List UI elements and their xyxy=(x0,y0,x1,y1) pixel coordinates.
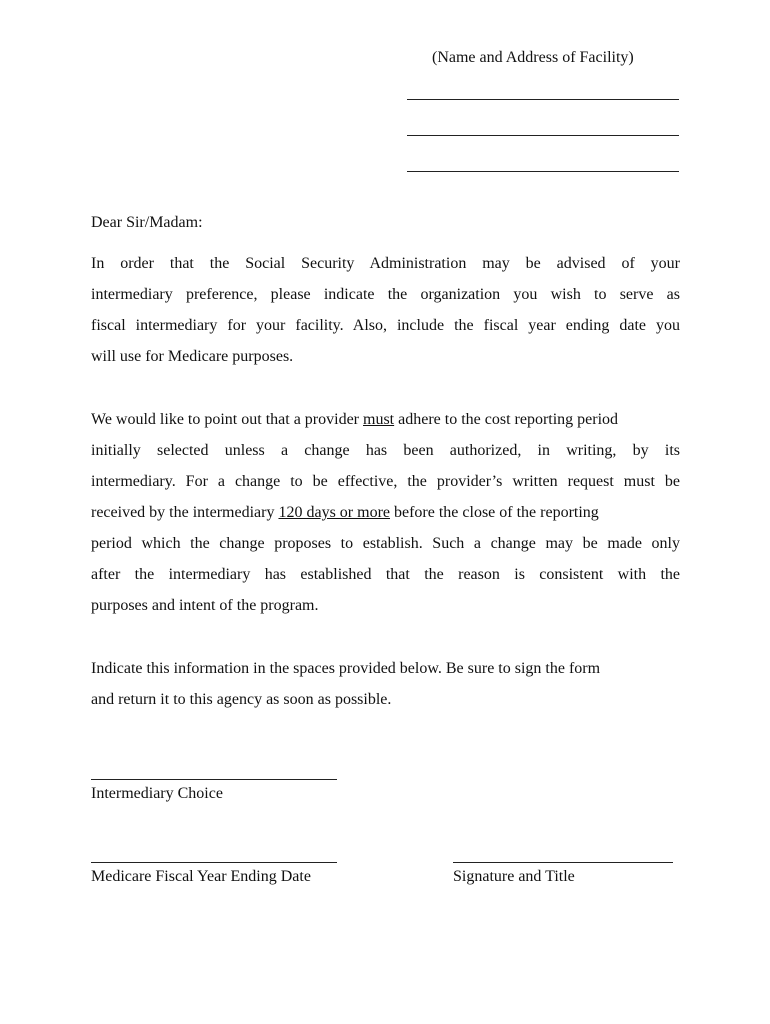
paragraph-line: In order that the Social Security Administration may be advised of your xyxy=(91,255,680,272)
intermediary-choice-field[interactable] xyxy=(91,779,337,780)
text-segment: adhere to the cost reporting period xyxy=(394,411,619,428)
paragraph-line: and return it to this agency as soon as possible. xyxy=(91,691,392,708)
emphasis-must: must xyxy=(363,411,395,428)
paragraph-line: purposes and intent of the program. xyxy=(91,597,319,614)
fiscal-year-end-field[interactable] xyxy=(91,862,337,863)
facility-label: (Name and Address of Facility) xyxy=(432,49,634,66)
intermediary-choice-label: Intermediary Choice xyxy=(91,785,223,802)
paragraph-line xyxy=(91,404,680,435)
paragraph-line: after the intermediary has established that the reason is consistent with the xyxy=(91,566,680,583)
facility-address-line-3[interactable] xyxy=(407,171,679,172)
text-segment: We would like to point out that a provider xyxy=(91,411,363,428)
paragraph-line: intermediary preference, please indicate the organization you wish to serve as xyxy=(91,286,680,303)
paragraph-line: period which the change proposes to establish. Such a change may be made only xyxy=(91,535,680,552)
paragraph-line: intermediary. For a change to be effective, the provider’s written request must be xyxy=(91,473,680,490)
paragraph-line xyxy=(91,497,680,528)
paragraph-line: fiscal intermediary for your facility. Also, include the fiscal year ending date you xyxy=(91,317,680,334)
salutation: Dear Sir/Madam: xyxy=(91,214,203,231)
fiscal-year-end-label: Medicare Fiscal Year Ending Date xyxy=(91,868,311,885)
text-segment: received by the intermediary xyxy=(91,504,279,521)
signature-label: Signature and Title xyxy=(453,868,575,885)
paragraph-instructions xyxy=(91,653,680,715)
emphasis-120-days: 120 days or more xyxy=(278,504,390,521)
facility-address-line-1[interactable] xyxy=(407,99,679,100)
paragraph-line: Indicate this information in the spaces provided below. Be sure to sign the form xyxy=(91,660,601,677)
paragraph-line: initially selected unless a change has been authorized, in writing, by its xyxy=(91,442,680,459)
paragraph-cost-reporting xyxy=(91,404,680,621)
text-segment: before the close of the reporting xyxy=(390,504,599,521)
signature-field[interactable] xyxy=(453,862,673,863)
facility-address-line-2[interactable] xyxy=(407,135,679,136)
paragraph-intermediary-preference xyxy=(91,248,680,372)
paragraph-line: will use for Medicare purposes. xyxy=(91,348,294,365)
